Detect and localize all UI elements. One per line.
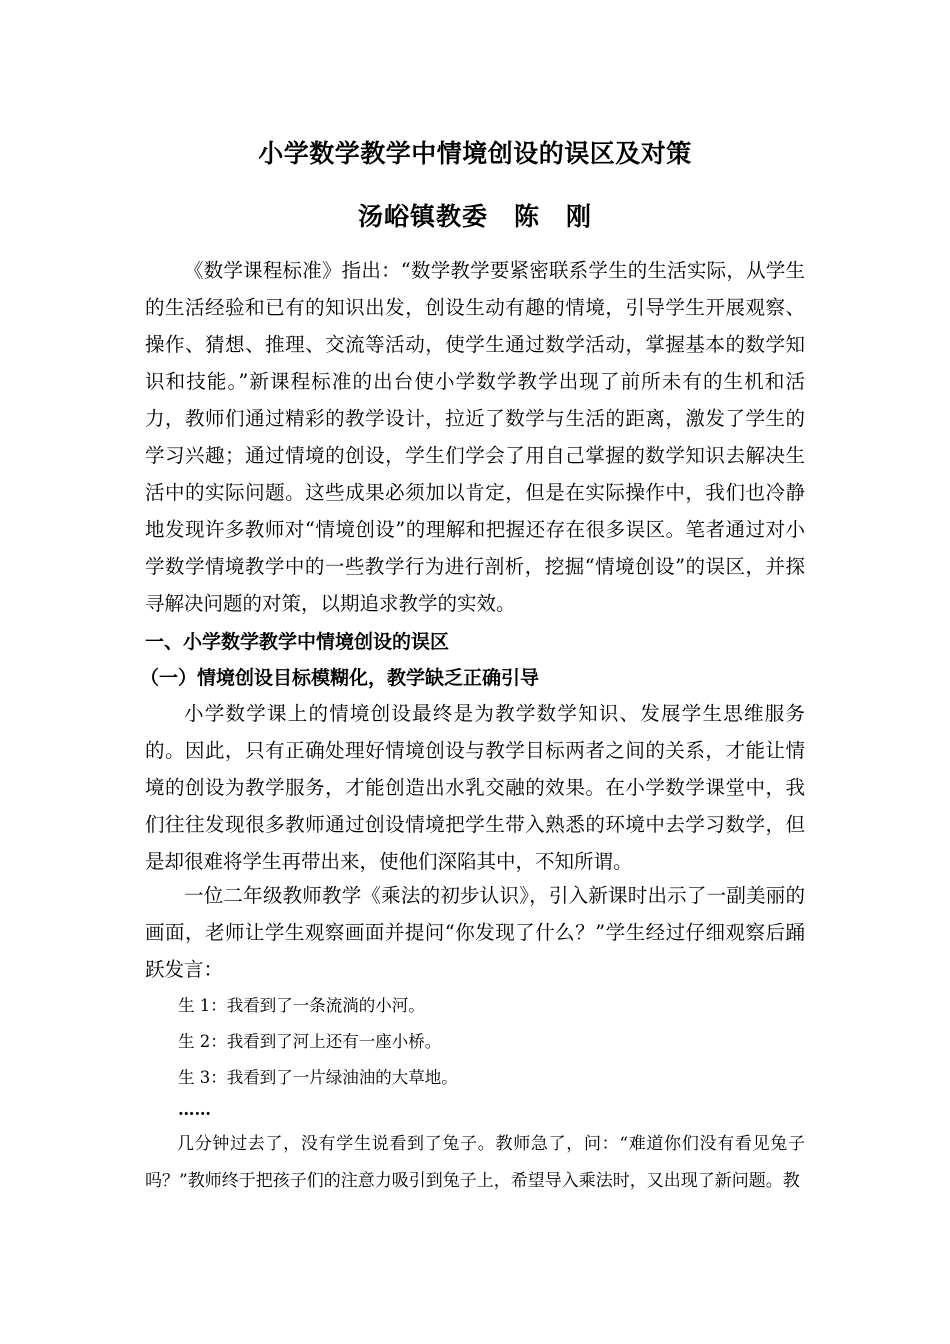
author-line: 汤峪镇教委 陈 刚 — [357, 202, 592, 231]
intro-paragraph: 《数学课程标准》指出：“数学教学要紧密联系学生的生活实际，从学生的生活经验和已有的知识出发，创设生动有趣的情境，引导学生开展观察、操作、猜想、推理、交流等活动，使学生通过数学活动，掌握基本的数学知识和技能。”新课程标准的出台使小学数学教学出现了前所未有的生机和活力，教师们通过精彩的教学设计，拉近了数学与生活的距离，激发了学生的学习兴趣；通过情境的创设，学生们学会了用自己掌握的数学知识去解决生活中的实际问题。这些成果必须加以肯定，但是在实际操作中，我们也冷静地发现许多教师对“情境创设”的理解和把握还存在很多误区。笔者通过对小学数学情境教学中的一些教学行为进行剖析，挖掘“情境创设”的误区，并探寻解决问题的对策，以期追求教学的实效。 — [145, 259, 805, 615]
dialog-line: 生 2：我看到了河上还有一座小桥。 — [178, 1032, 442, 1051]
subsection-heading: （一）情境创设目标模糊化，教学缺乏正确引导 — [140, 667, 540, 689]
section-heading: 一、小学数学教学中情境创设的误区 — [145, 631, 450, 653]
body-paragraph: 小学数学课上的情境创设最终是为教学数学知识、发展学生思维服务的。因此，只有正确处理好情境创设与教学目标两者之间的关系，才能让情境的创设为教学服务，才能创造出水乳交融的效果。在小学数学课堂中，我们往往发现很多教师通过创设情境把学生带入熟悉的环境中去学习数学，但是却很难将学生再带出来，使他们深陷其中，不知所谓。 — [145, 702, 805, 873]
dialog-line: 生 1：我看到了一条流淌的小河。 — [178, 996, 425, 1015]
document-title: 小学数学教学中情境创设的误区及对策 — [258, 139, 692, 168]
body-paragraph-continuation: 几分钟过去了，没有学生说看到了兔子。教师急了，问：“难道你们没有看见兔子吗？”教师终于把孩子们的注意力吸引到兔子上，希望导入乘法时，又出现了新问题。教 — [145, 1134, 805, 1191]
body-paragraph-example: 一位二年级教师教学《乘法的初步认识》，引入新课时出示了一副美丽的画面，老师让学生观察画面并提问“你发现了什么？”学生经过仔细观察后踊跃发言： — [145, 884, 805, 981]
dialog-line: 生 3：我看到了一片绿油油的大草地。 — [178, 1068, 458, 1087]
dialog-ellipsis: …… — [178, 1100, 211, 1119]
